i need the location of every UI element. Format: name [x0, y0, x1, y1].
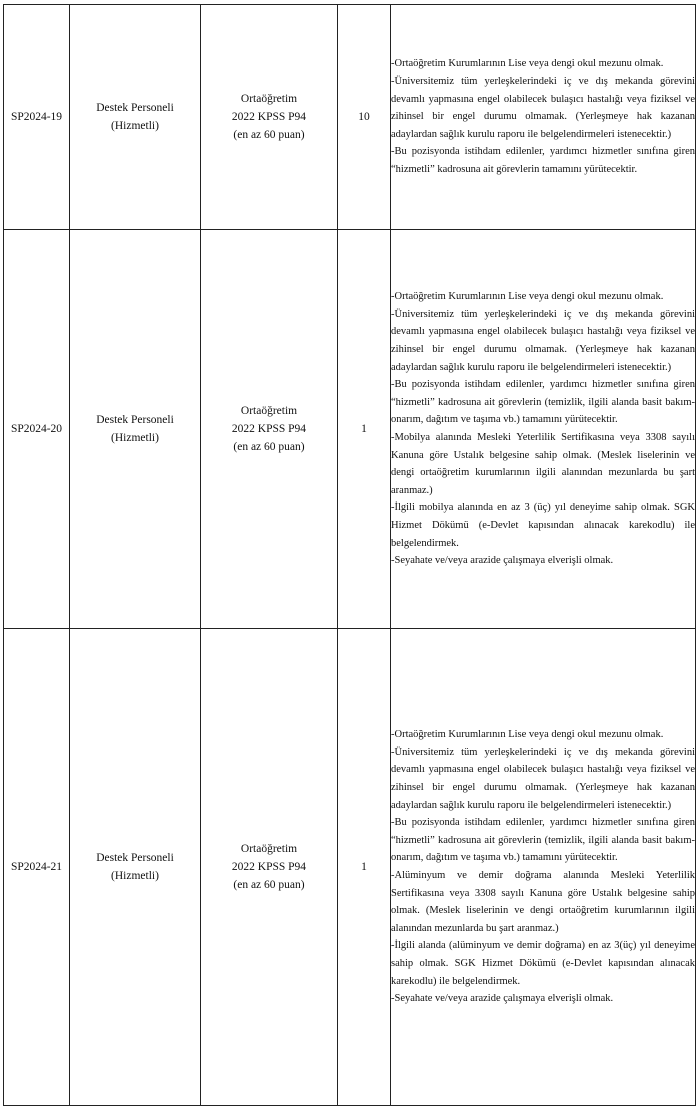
requirement-item: -Ortaöğretim Kurumlarının Lise veya dengi okul mezunu olmak. [391, 291, 664, 303]
table-row [4, 230, 696, 629]
position-title-line: (Hizmetli) [111, 432, 159, 444]
education-line: (en az 60 puan) [233, 879, 305, 891]
education-requirement [201, 230, 338, 629]
position-title [70, 629, 201, 1106]
requirement-item: -Bu pozisyonda istihdam edilenler, yardımcı hizmetler sınıfına giren “hizmetli” kadrosuna ait görevlerin (temizlik, ilgili alanda basit bakım- onarım, dağıtım ve taşıma vb.) tamamını yürütecektir. [391, 379, 695, 426]
position-title [70, 5, 201, 230]
table-row [4, 5, 696, 230]
requirement-item: -Alüminyum ve demir doğrama alanında Mesleki Yeterlilik Sertifikasına veya 3308 sayılı Kanuna göre Ustalık belgesine sahip olmak. (Meslek liselerinin ve dengi ortaöğretim kurumlarının ilgili alanından mezunlarda bu şart aranmaz.) [391, 870, 695, 934]
education-requirement [201, 629, 338, 1106]
position-quantity: 1 [338, 629, 391, 1106]
requirement-item: -Seyahate ve/veya arazide çalışmaya elverişli olmak. [391, 993, 614, 1005]
requirements-cell [391, 230, 696, 629]
position-quantity: 10 [338, 5, 391, 230]
requirements-cell [391, 5, 696, 230]
position-title-line: (Hizmetli) [111, 870, 159, 882]
table-row [4, 629, 696, 1106]
education-requirement [201, 5, 338, 230]
requirement-item: -Üniversitemiz tüm yerleşkelerindeki iç ve dış mekanda görevini devamlı yapmasına engel olabilecek bulaşıcı hastalığı veya fiziksel ve zihinsel bir engel durumu olmamak. (Yerleşmeye hak kazanan adaylardan sağlık kurulu raporu ile belgelendirmeleri istenecektir.) [391, 76, 695, 140]
position-code: SP2024-20 [4, 230, 70, 629]
requirement-item: -Üniversitemiz tüm yerleşkelerindeki iç ve dış mekanda görevini devamlı yapmasına engel olabilecek bulaşıcı hastalığı veya fiziksel ve zihinsel bir engel durumu olmamak. (Yerleşmeye hak kazanan adaylardan sağlık kurulu raporu ile belgelendirmeleri istenecektir.) [391, 308, 695, 373]
education-line: Ortaöğretim [240, 93, 298, 105]
education-line: 2022 KPSS P94 [231, 111, 307, 123]
education-line: Ortaöğretim [240, 405, 298, 417]
positions-table [3, 4, 696, 1106]
requirement-item: -İlgili mobilya alanında en az 3 (üç) yıl deneyime sahip olmak. SGK Hizmet Dökümü (e-Devlet kapısından alınacak karekodlu) ile belgelendirmek. [391, 502, 695, 549]
position-title-line: Destek Personeli [96, 852, 174, 864]
position-title-line: Destek Personeli [96, 102, 174, 114]
requirement-item: -Ortaöğretim Kurumlarının Lise veya dengi okul mezunu olmak. [391, 58, 664, 70]
position-title [70, 230, 201, 629]
requirements-cell [391, 629, 696, 1106]
requirement-item: -Üniversitemiz tüm yerleşkelerindeki iç ve dış mekanda görevini devamlı yapmasına engel olabilecek bulaşıcı hastalığı veya fiziksel ve zihinsel bir engel durumu olmamak. (Yerleşmeye hak kazanan adaylardan sağlık kurulu raporu ile belgelendirmeleri istenecektir.) [391, 746, 695, 811]
education-line: 2022 KPSS P94 [231, 423, 307, 435]
position-code: SP2024-19 [4, 5, 70, 230]
position-title-line: Destek Personeli [96, 414, 174, 426]
requirement-item: -Ortaöğretim Kurumlarının Lise veya dengi okul mezunu olmak. [391, 729, 664, 741]
position-code: SP2024-21 [4, 629, 70, 1106]
education-line: Ortaöğretim [240, 843, 298, 855]
requirement-item: -Bu pozisyonda istihdam edilenler, yardımcı hizmetler sınıfına giren “hizmetli” kadrosuna ait görevlerin (temizlik, ilgili alanda basit bakım- onarım, dağıtım ve taşıma vb.) tamamını yürütecektir. [391, 817, 695, 864]
requirement-item: -Seyahate ve/veya arazide çalışmaya elverişli olmak. [391, 555, 614, 567]
position-quantity: 1 [338, 230, 391, 629]
education-line: 2022 KPSS P94 [231, 861, 307, 873]
education-line: (en az 60 puan) [233, 441, 305, 453]
position-title-line: (Hizmetli) [111, 120, 159, 132]
requirement-item: -Bu pozisyonda istihdam edilenler, yardımcı hizmetler sınıfına giren “hizmetli” kadrosuna ait görevlerin tamamını yürütecektir. [391, 146, 695, 175]
education-line: (en az 60 puan) [233, 129, 305, 141]
requirement-item: -Mobilya alanında Mesleki Yeterlilik Sertifikasına veya 3308 sayılı Kanuna göre Ustalık belgesine sahip olmak. (Meslek liselerinin ve dengi ortaöğretim kurumlarının ilgili alanından mezunlarda bu şart aranmaz.) [391, 432, 695, 496]
requirement-item: -İlgili alanda (alüminyum ve demir doğrama) en az 3(üç) yıl deneyime sahip olmak. SGK Hizmet Dökümü (e-Devlet kapısından alınacak karekodlu) ile belgelendirmek. [391, 940, 695, 987]
